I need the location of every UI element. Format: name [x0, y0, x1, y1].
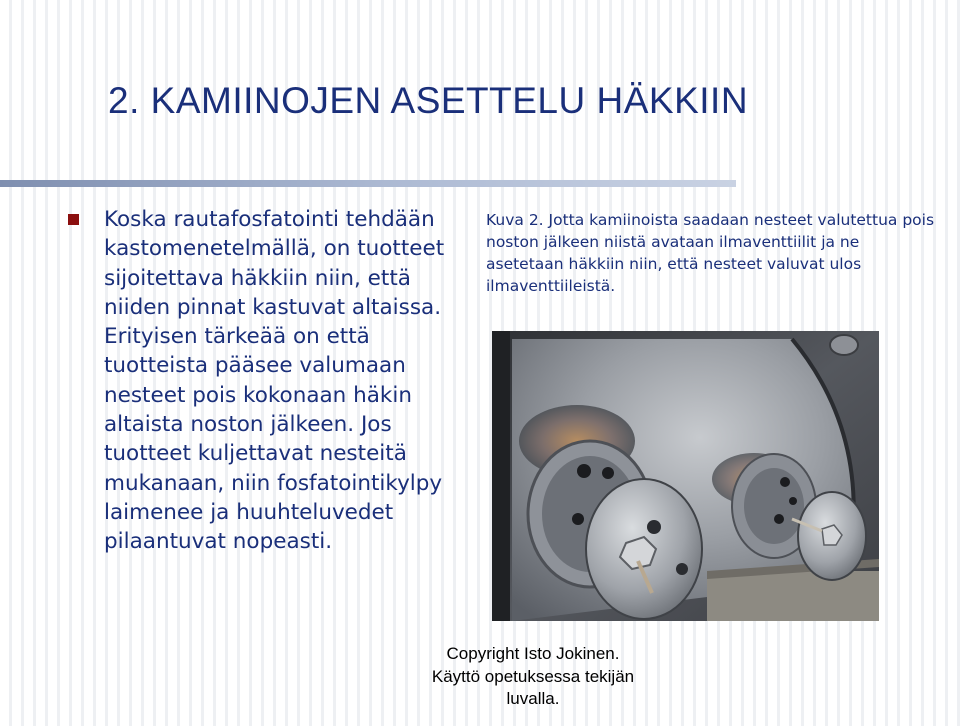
- title-divider: [0, 180, 736, 187]
- bullet-square-icon: [68, 214, 79, 225]
- figure-caption: Kuva 2. Jotta kamiinoista saadaan nesteet valutettua pois noston jälkeen niistä avataan ilmaventtiilit ja ne asetetaan häkkiin niin, että nesteet valuvat ulos ilmaventtiileistä.: [486, 211, 935, 295]
- credit-line: Käyttö opetuksessa tekijän: [431, 666, 635, 686]
- credit-line: luvalla.: [506, 689, 560, 708]
- credit-line: Copyright Isto Jokinen.: [446, 644, 620, 663]
- copyright-credit: [398, 643, 668, 711]
- stove-photo: [492, 331, 879, 621]
- bullet-text: Koska rautafosfatointi tehdään kastomenetelmällä, on tuotteet sijoitettava häkkiin niin, että niiden pinnat kastuvat altaissa. Erityisen tärkeää on että tuotteista pääsee valumaan nesteet pois kokonaan häkin altaista noston jälkeen. Jos tuotteet kuljettavat nesteitä mukanaan, niin fosfatointikylpy laimenee ja huuhteluvedet pilaantuvat nopeasti.: [104, 207, 445, 555]
- slide-title: 2. KAMIINOJEN ASETTELU HÄKKIIN: [108, 80, 749, 121]
